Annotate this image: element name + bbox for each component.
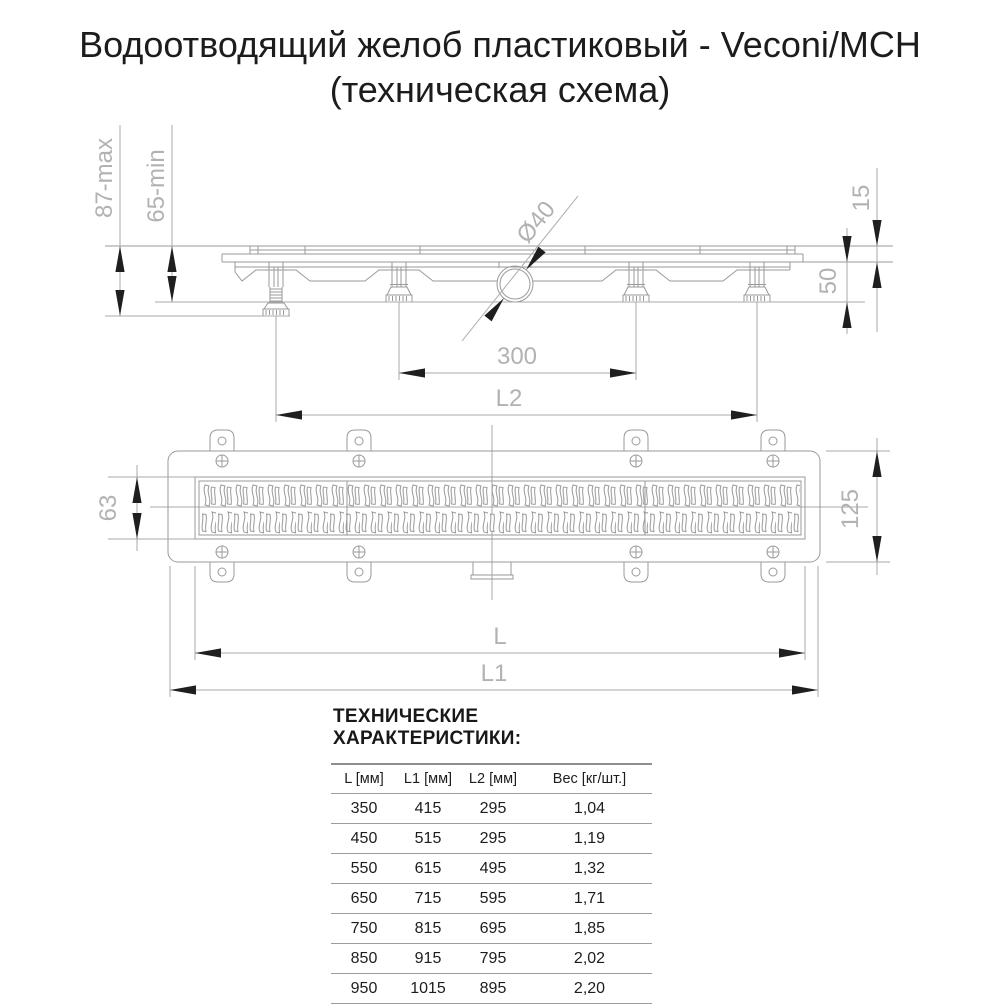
page-title-line2: (техническая схема) xyxy=(329,69,671,110)
table-cell: 1,71 xyxy=(573,889,606,907)
table-cell: 295 xyxy=(479,799,507,817)
dim-label-L: L xyxy=(493,623,507,650)
spec-section xyxy=(331,706,652,1004)
table-cell: 350 xyxy=(350,799,378,817)
table-cell: 715 xyxy=(414,889,442,907)
table-row xyxy=(331,974,652,1004)
dim-label-65-min: 65-min xyxy=(143,149,170,223)
dim-label-300: 300 xyxy=(496,343,538,370)
table-cell: 2,20 xyxy=(573,979,606,997)
table-cell: 950 xyxy=(350,979,378,997)
table-row xyxy=(331,944,652,974)
table-cell: 2,02 xyxy=(573,949,606,967)
dim-label-63: 63 xyxy=(95,494,122,522)
table-cell: 795 xyxy=(479,949,507,967)
table-cell: 615 xyxy=(414,859,442,877)
top-view-drawing xyxy=(95,425,890,697)
table-cell: 850 xyxy=(350,949,378,967)
page-title-line1: Водоотводящий желоб пластиковый - Veconi/MCH xyxy=(79,24,921,65)
col-header-L1: L1 [мм] xyxy=(403,771,453,787)
table-row xyxy=(331,914,652,944)
table-cell: 1,85 xyxy=(573,919,606,937)
table-row xyxy=(331,854,652,884)
table-cell: 695 xyxy=(479,919,507,937)
col-header-L2: L2 [мм] xyxy=(468,771,518,787)
table-cell: 750 xyxy=(350,919,378,937)
spec-table xyxy=(331,763,652,1004)
table-cell: 1,32 xyxy=(573,859,606,877)
dim-label-125: 125 xyxy=(837,488,864,530)
col-header-weight: Вес [кг/шт.] xyxy=(552,771,627,787)
table-cell: 815 xyxy=(414,919,442,937)
dim-label-50: 50 xyxy=(815,267,842,295)
table-row xyxy=(331,824,652,854)
table-cell: 1,19 xyxy=(573,829,606,847)
table-cell: 1015 xyxy=(410,979,446,997)
dim-label-drain-diameter: Ø40 xyxy=(511,196,561,249)
table-cell: 450 xyxy=(350,829,378,847)
dim-label-L1: L1 xyxy=(480,660,508,687)
dim-label-87-max: 87-max xyxy=(91,137,118,219)
table-row xyxy=(331,884,652,914)
dim-label-15: 15 xyxy=(848,184,875,212)
table-cell: 415 xyxy=(414,799,442,817)
col-header-L: L [мм] xyxy=(344,771,384,787)
table-cell: 595 xyxy=(479,889,507,907)
side-view-drawing xyxy=(91,125,893,422)
table-cell: 650 xyxy=(350,889,378,907)
table-cell: 1,04 xyxy=(573,799,606,817)
table-cell: 895 xyxy=(479,979,507,997)
table-cell: 515 xyxy=(414,829,442,847)
table-cell: 295 xyxy=(479,829,507,847)
dim-label-L2: L2 xyxy=(495,385,523,412)
table-header-row xyxy=(331,764,652,794)
table-cell: 550 xyxy=(350,859,378,877)
table-cell: 915 xyxy=(414,949,442,967)
table-row xyxy=(331,794,652,824)
table-cell: 495 xyxy=(479,859,507,877)
spec-table-heading: ТЕХНИЧЕСКИЕ ХАРАКТЕРИСТИКИ: xyxy=(333,706,522,749)
